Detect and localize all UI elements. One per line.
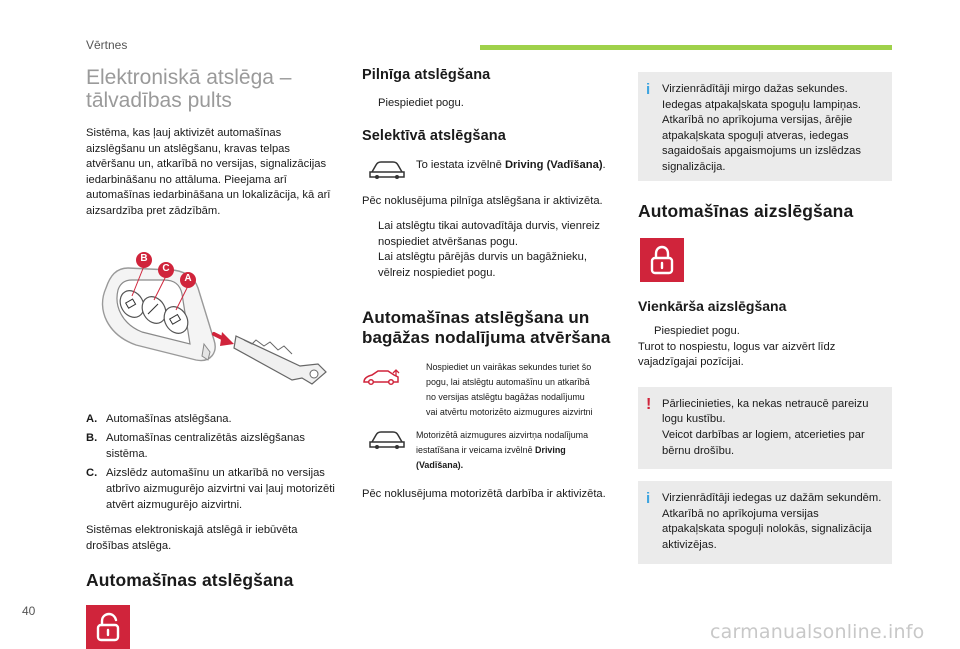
intro-paragraph: Sistēma, kas ļauj aktivizēt automašīnas aizslēgšanu un atslēgšanu, kravas telpas atvēršanu un, atkarībā no versijas, signalizācijas iedarbināšanu no attāluma. Pieejama arī automašīnas iedarbināšana un lokalizācija, kā arī aizsardzība pret zādzībām. (86, 127, 331, 217)
figure-label-a: A (184, 272, 192, 284)
info-icon: i (646, 81, 651, 98)
chapter-title: Vērtnes (86, 38, 128, 52)
legend-item-b: B. Automašīnas centralizētās aizslēgšanas sistēma. (86, 432, 305, 460)
lock-icon (640, 238, 684, 282)
unlock-section-title: Automašīnas atslēgšana (86, 570, 294, 591)
info-icon: i (646, 490, 651, 508)
page-title (86, 66, 342, 112)
simple-lock-bullet: Piespiediet pogu. (638, 324, 892, 340)
car-trunk-icon (362, 366, 400, 388)
bullet-arrow-icon (414, 360, 426, 420)
info-box-lock: i Virzienrādītāji iedegas uz dažām sekundēm. Atkarībā no aprīkojuma versijas atpakaļskata spoguļi nolokās, signalizācija aktivizējas. (638, 481, 892, 563)
bullet-arrow-icon (362, 219, 378, 250)
full-unlock-bullet: Piespiediet pogu. (362, 96, 618, 112)
legend-item-c: C. Aizslēdz automašīnu un atkarībā no versijas atbrīvo aizmugurējo aizvirtni vai ļauj motorizēti atvērt aizmugurējo aizvirtni. (86, 467, 335, 511)
page-title-line-2: tālvadības pults (86, 89, 232, 112)
info-box-unlock: i Virzienrādītāji mirgo dažas sekundes. Iedegas atpakaļskata spoguļu lampiņas. Atkarībā no aprīkojuma versijas, ārējie atpakaļskata spoguļi atveras, iedegas sagaidošais apgaismojums un izslēdzas signalizācija. (638, 72, 892, 181)
header-accent-bar (480, 45, 892, 50)
trunk-setting-note: Motorizētā aizmugures aizvirtņa nodalījuma iestatīšana ir veicama izvēlnē Driving (Vadīšana). (362, 428, 618, 473)
key-fob-illustration (86, 240, 342, 390)
selective-setting-note: To iestata izvēlnē Driving (Vadīšana). (362, 158, 618, 180)
watermark: carmanualsonline.info (710, 621, 925, 643)
column-1 (86, 64, 342, 649)
column-3 (638, 72, 892, 564)
column-2 (362, 67, 618, 502)
unlock-icon (86, 605, 130, 649)
page-number: 40 (22, 604, 36, 618)
selective-unlock-title: Selektīvā atslēgšana (362, 127, 506, 144)
simple-lock-title: Vienkārša aizslēgšana (638, 298, 787, 314)
car-settings-icon (368, 428, 406, 450)
page-title-line-1: Elektroniskā atslēga – (86, 66, 292, 89)
figure-label-b: B (140, 252, 148, 264)
lock-section-title: Automašīnas aizslēgšana (638, 201, 854, 221)
warning-box-windows: ! Pārliecinieties, ka nekas netraucē pareizu logu kustību. Veicot darbības ar logiem, atcerieties par bērnu drošību. (638, 387, 892, 469)
figure-label-c: C (162, 262, 170, 274)
trunk-button-instruction: Nospiediet un vairākas sekundes turiet šo pogu, lai atslēgtu automašīnu un atkarībā no versijas atslēgtu bagāžas nodalījumu vai atvērtu motorizēto aizmugures aizvirtni (362, 360, 618, 420)
figure-legend (86, 412, 342, 514)
selective-default-text: Pēc noklusējuma pilnīga atslēgšana ir aktivizēta. (362, 194, 603, 207)
key-fob-icon (86, 240, 342, 390)
bullet-arrow-icon (362, 250, 378, 281)
trunk-default-text: Pēc noklusējuma motorizētā darbība ir aktivizēta. (362, 487, 606, 500)
warning-icon: ! (646, 395, 652, 413)
trunk-unlock-title: Automašīnas atslēgšana un bagāžas nodalījuma atvēršana (362, 307, 611, 347)
car-settings-icon (368, 158, 406, 180)
bullet-arrow-icon (362, 96, 378, 112)
full-unlock-title: Pilnīga atslēgšana (362, 67, 491, 83)
simple-lock-text: Turot to nospiestu, logus var aizvērt līdz vajadzīgajai pozīcijai. (638, 340, 836, 369)
security-key-note: Sistēmas elektroniskajā atslēgā ir iebūvēta drošības atslēga. (86, 524, 298, 552)
selective-bullet-2: Lai atslēgtu pārējās durvis un bagāžnieku, vēlreiz nospiediet pogu. (362, 250, 618, 281)
bullet-arrow-icon (638, 324, 654, 340)
legend-item-a: A. Automašīnas atslēgšana. (86, 412, 232, 425)
selective-bullet-1: Lai atslēgtu tikai autovadītāja durvis, vienreiz nospiediet atvēršanas pogu. (362, 219, 618, 250)
